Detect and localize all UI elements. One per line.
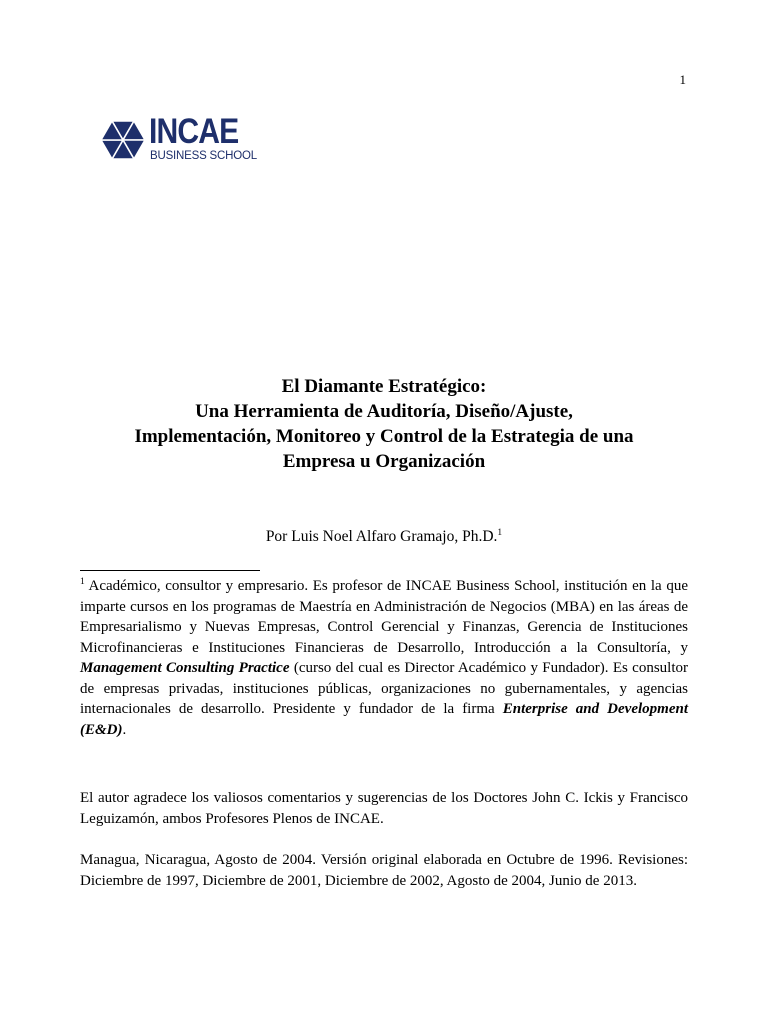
title-line-3: Implementación, Monitoreo y Control de la Estrategia de una: [134, 426, 634, 447]
logo-subtitle: BUSINESS SCHOOL: [150, 150, 257, 162]
footnote-firm-name: Enterprise and Development (E&D): [80, 701, 688, 738]
footnote-course-name: Management Consulting Practice: [80, 660, 290, 676]
author-name: Por Luis Noel Alfaro Gramajo, Ph.D.: [265, 528, 498, 545]
hexagon-star-icon: [101, 118, 145, 162]
logo-wordmark: INCAE: [149, 112, 239, 151]
incae-logo: [101, 112, 271, 166]
footnote-mark: 1: [80, 577, 85, 587]
title-line-1: El Diamante Estratégico:: [281, 376, 487, 397]
place-date-paragraph: Managua, Nicaragua, Agosto de 2004. Versión original elaborada en Octubre de 1996. Revisiones: Diciembre de 1997, Diciembre de 2001, Diciembre de 2002, Agosto de 2004, Junio de 2013.: [80, 852, 688, 889]
footnote-part-2: (curso del cual es Director Académico y Fundador). Es consultor de empresas privadas, instituciones públicas, organizaciones no gubernamentales, y agencias internacionales de desarrollo. Presidente y fundador de la firma: [80, 660, 688, 717]
footnote-divider: [80, 570, 260, 571]
document-title: [60, 374, 708, 474]
page-number: 1: [679, 72, 686, 87]
footnote-part-1: Académico, consultor y empresario. Es profesor de INCAE Business School, institución en la que imparte cursos en los programas de Maestría en Administración de Negocios (MBA) en las áreas de Empresarialismo y Nuevas Empresas, Control Gerencial y Finanzas, Gerencia de Instituciones Microfinancieras e Instituciones Financieras de Desarrollo, Introducción a la Consultoría, y: [80, 578, 688, 656]
footnote-part-3: .: [122, 721, 127, 738]
footnote-text: [80, 576, 688, 740]
author-byline: [0, 528, 768, 546]
title-line-4: Empresa u Organización: [282, 451, 486, 472]
title-line-2: Una Herramienta de Auditoría, Diseño/Ajuste,: [195, 401, 573, 422]
acknowledgement-paragraph: El autor agradece los valiosos comentarios y sugerencias de los Doctores John C. Ickis y Francisco Leguizamón, ambos Profesores Plenos de INCAE.: [80, 790, 688, 827]
footnote-reference: 1: [497, 527, 503, 538]
